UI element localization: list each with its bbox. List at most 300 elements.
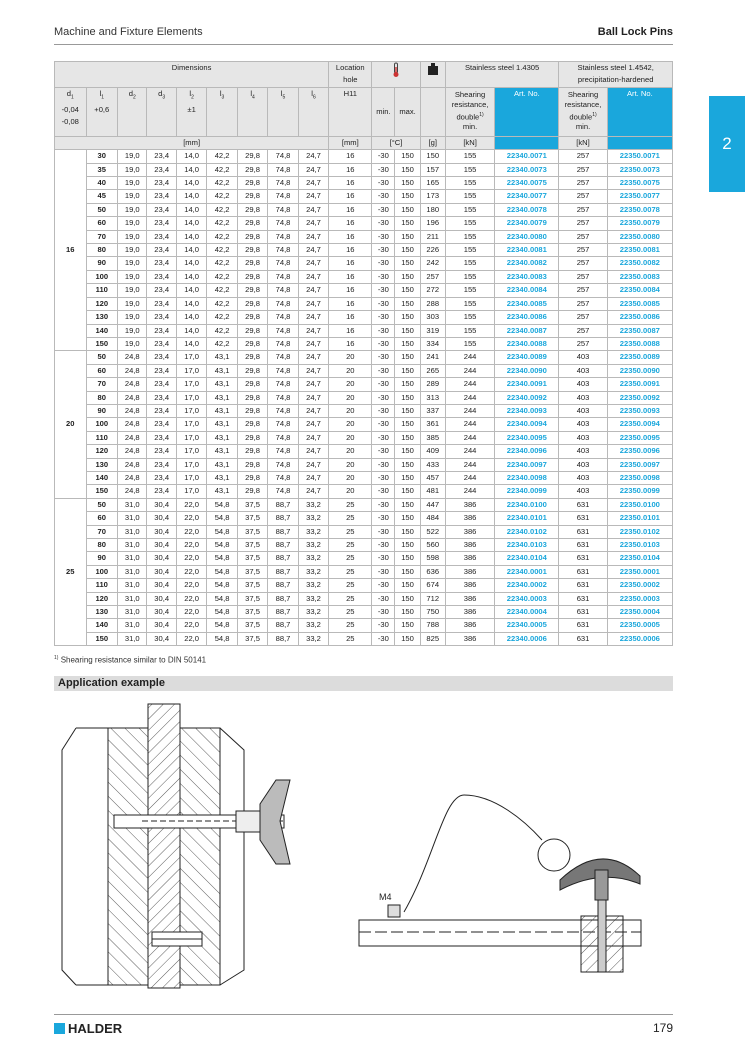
section-title: Machine and Fixture Elements <box>54 26 203 38</box>
table-cell: 88,7 <box>268 552 298 565</box>
ss1-artno-cell[interactable]: 22340.0093 <box>495 404 559 417</box>
table-cell: 257 <box>559 203 607 216</box>
ss2-artno-cell[interactable]: 22350.0083 <box>607 270 672 283</box>
ss1-artno-cell[interactable]: 22340.0098 <box>495 471 559 484</box>
ss2-artno-cell[interactable]: 22350.0073 <box>607 163 672 176</box>
table-cell: 29,8 <box>237 203 267 216</box>
table-cell: -30 <box>372 606 395 619</box>
ss2-artno-cell[interactable]: 22350.0079 <box>607 217 672 230</box>
chapter-tab[interactable]: 2 <box>709 96 745 192</box>
ss2-artno-cell[interactable]: 22350.0089 <box>607 351 672 364</box>
table-cell: 23,4 <box>147 324 176 337</box>
table-cell: 22,0 <box>176 539 206 552</box>
col-d1: $d_1$ -0,04 -0,08 <box>55 87 87 136</box>
table-cell: 16 <box>329 311 372 324</box>
table-cell: 361 <box>420 418 445 431</box>
table-cell: 150 <box>395 579 420 592</box>
l1-cell: 90 <box>86 404 118 417</box>
table-cell: 33,2 <box>298 512 329 525</box>
ss2-artno-cell[interactable]: 22350.0075 <box>607 177 672 190</box>
table-cell: 788 <box>420 619 445 632</box>
table-cell: 16 <box>329 177 372 190</box>
ss2-artno-cell[interactable]: 22350.0093 <box>607 404 672 417</box>
ss1-artno-cell[interactable]: 22340.0091 <box>495 378 559 391</box>
ss1-artno-cell[interactable]: 22340.0088 <box>495 337 559 350</box>
table-cell: 23,4 <box>147 445 176 458</box>
table-cell: 23,4 <box>147 458 176 471</box>
table-cell: 257 <box>559 163 607 176</box>
specification-table <box>54 61 673 646</box>
table-cell: -30 <box>372 284 395 297</box>
table-cell: 29,8 <box>237 150 267 163</box>
table-row <box>55 606 673 619</box>
unit-kn-ss1: [kN] <box>445 136 494 149</box>
table-cell: 196 <box>420 217 445 230</box>
ss1-artno-cell[interactable]: 22340.0004 <box>495 606 559 619</box>
table-cell: 74,8 <box>268 471 298 484</box>
table-cell: 257 <box>559 284 607 297</box>
table-cell: 22,0 <box>176 512 206 525</box>
table-cell: 74,8 <box>268 150 298 163</box>
table-cell: 23,4 <box>147 431 176 444</box>
col-l4: $l_4$ <box>237 87 267 136</box>
ss2-artno-cell[interactable]: 22350.0097 <box>607 458 672 471</box>
table-cell: 30,4 <box>147 632 176 645</box>
table-cell: 16 <box>329 297 372 310</box>
table-row <box>55 592 673 605</box>
ss1-artno-cell[interactable]: 22340.0102 <box>495 525 559 538</box>
ss1-artno-cell[interactable]: 22340.0005 <box>495 619 559 632</box>
table-row <box>55 337 673 350</box>
ss1-artno-cell[interactable]: 22340.0003 <box>495 592 559 605</box>
table-cell: 403 <box>559 351 607 364</box>
table-cell: 17,0 <box>176 351 206 364</box>
ss2-artno-cell[interactable]: 22350.0087 <box>607 324 672 337</box>
ss1-artno-cell[interactable]: 22340.0083 <box>495 270 559 283</box>
table-cell: 24,8 <box>118 351 147 364</box>
page-number: 179 <box>652 1021 673 1035</box>
table-cell: 386 <box>445 606 494 619</box>
ss2-artno-cell[interactable]: 22350.0092 <box>607 391 672 404</box>
table-cell: 24,7 <box>298 270 329 283</box>
table-cell: 155 <box>445 257 494 270</box>
table-row <box>55 378 673 391</box>
d1-group-cell: 16 <box>55 150 87 351</box>
table-cell: 150 <box>395 150 420 163</box>
table-cell: 165 <box>420 177 445 190</box>
col-l2: $l_2$ ±1 <box>176 87 206 136</box>
ss2-artno-cell[interactable]: 22350.0094 <box>607 418 672 431</box>
table-cell: 42,2 <box>207 150 237 163</box>
ss2-artno-cell[interactable]: 22350.0095 <box>607 431 672 444</box>
l1-cell: 90 <box>86 257 118 270</box>
table-row <box>55 525 673 538</box>
table-cell: 42,2 <box>207 311 237 324</box>
table-cell: 24,8 <box>118 445 147 458</box>
table-cell: 29,8 <box>237 391 267 404</box>
m4-label: M4 <box>379 892 392 902</box>
table-cell: -30 <box>372 391 395 404</box>
table-cell: 17,0 <box>176 471 206 484</box>
table-cell: 33,2 <box>298 539 329 552</box>
ss2-artno-cell[interactable]: 22350.0001 <box>607 565 672 578</box>
table-cell: 24,8 <box>118 485 147 498</box>
ss2-artno-cell[interactable]: 22350.0078 <box>607 203 672 216</box>
ss1-artno-cell[interactable]: 22340.0071 <box>495 150 559 163</box>
table-cell: 560 <box>420 539 445 552</box>
table-cell: 334 <box>420 337 445 350</box>
ss1-artno-cell[interactable]: 22340.0104 <box>495 552 559 565</box>
table-cell: 19,0 <box>118 177 147 190</box>
table-cell: 257 <box>559 324 607 337</box>
table-row <box>55 163 673 176</box>
table-cell: 31,0 <box>118 619 147 632</box>
ss1-artno-cell[interactable]: 22340.0075 <box>495 177 559 190</box>
table-cell: 25 <box>329 579 372 592</box>
table-cell: 23,4 <box>147 244 176 257</box>
ss1-artno-cell[interactable]: 22340.0103 <box>495 539 559 552</box>
ss2-artno-cell[interactable]: 22350.0098 <box>607 471 672 484</box>
table-cell: 29,8 <box>237 284 267 297</box>
table-cell: 74,8 <box>268 257 298 270</box>
table-cell: 37,5 <box>237 498 267 511</box>
table-cell: 33,2 <box>298 579 329 592</box>
l1-cell: 130 <box>86 606 118 619</box>
ss1-artno-cell[interactable]: 22340.0092 <box>495 391 559 404</box>
table-cell: 150 <box>420 150 445 163</box>
ss2-artno-cell[interactable]: 22350.0100 <box>607 498 672 511</box>
table-cell: 24,7 <box>298 324 329 337</box>
col-ss1-artno: Art. No. <box>495 87 559 136</box>
table-cell: 19,0 <box>118 311 147 324</box>
ss1-artno-cell[interactable]: 22340.0001 <box>495 565 559 578</box>
application-drawing <box>54 700 673 1000</box>
table-cell: 19,0 <box>118 257 147 270</box>
ss1-artno-cell[interactable]: 22340.0079 <box>495 217 559 230</box>
table-cell: -30 <box>372 351 395 364</box>
table-cell: 150 <box>395 391 420 404</box>
table-cell: 23,4 <box>147 297 176 310</box>
table-cell: 31,0 <box>118 552 147 565</box>
table-cell: 33,2 <box>298 552 329 565</box>
table-cell: 22,0 <box>176 632 206 645</box>
table-cell: 150 <box>395 552 420 565</box>
table-cell: 54,8 <box>207 525 237 538</box>
table-cell: 54,8 <box>207 565 237 578</box>
table-cell: 25 <box>329 552 372 565</box>
left-assembly-drawing <box>62 704 290 988</box>
ss2-artno-cell[interactable]: 22350.0096 <box>607 445 672 458</box>
table-cell: 19,0 <box>118 203 147 216</box>
table-cell: 74,8 <box>268 431 298 444</box>
ss2-artno-cell[interactable]: 22350.0002 <box>607 579 672 592</box>
table-cell: 16 <box>329 244 372 257</box>
table-cell: 29,8 <box>237 351 267 364</box>
table-cell: 54,8 <box>207 632 237 645</box>
table-cell: 16 <box>329 324 372 337</box>
table-cell: 17,0 <box>176 418 206 431</box>
table-cell: 244 <box>445 445 494 458</box>
table-cell: 30,4 <box>147 592 176 605</box>
table-cell: 74,8 <box>268 297 298 310</box>
table-cell: 319 <box>420 324 445 337</box>
table-cell: 150 <box>395 217 420 230</box>
col-weight <box>420 87 445 136</box>
ss1-artno-cell[interactable]: 22340.0087 <box>495 324 559 337</box>
table-cell: 14,0 <box>176 337 206 350</box>
table-cell: 313 <box>420 391 445 404</box>
table-cell: -30 <box>372 378 395 391</box>
table-cell: 30,4 <box>147 565 176 578</box>
table-cell: 16 <box>329 163 372 176</box>
ss1-artno-cell[interactable]: 22340.0096 <box>495 445 559 458</box>
table-cell: 19,0 <box>118 217 147 230</box>
table-cell: 37,5 <box>237 552 267 565</box>
table-cell: 31,0 <box>118 539 147 552</box>
ss2-artno-cell[interactable]: 22350.0005 <box>607 619 672 632</box>
table-cell: 29,8 <box>237 297 267 310</box>
ss2-artno-cell[interactable]: 22350.0006 <box>607 632 672 645</box>
table-cell: 31,0 <box>118 606 147 619</box>
table-cell: 54,8 <box>207 512 237 525</box>
ss2-artno-cell[interactable]: 22350.0104 <box>607 552 672 565</box>
table-cell: 289 <box>420 378 445 391</box>
table-cell: 42,2 <box>207 257 237 270</box>
ss2-artno-cell[interactable]: 22350.0090 <box>607 364 672 377</box>
table-cell: 24,8 <box>118 364 147 377</box>
table-cell: 24,7 <box>298 378 329 391</box>
table-cell: 19,0 <box>118 284 147 297</box>
table-row <box>55 498 673 511</box>
table-cell: 257 <box>559 337 607 350</box>
table-cell: 150 <box>395 324 420 337</box>
ss2-artno-cell[interactable]: 22350.0101 <box>607 512 672 525</box>
table-cell: 29,8 <box>237 163 267 176</box>
ss1-artno-cell[interactable]: 22340.0085 <box>495 297 559 310</box>
table-row <box>55 230 673 243</box>
table-cell: 155 <box>445 324 494 337</box>
table-cell: 20 <box>329 364 372 377</box>
table-cell: 30,4 <box>147 606 176 619</box>
table-cell: 155 <box>445 190 494 203</box>
table-cell: 24,8 <box>118 418 147 431</box>
ss1-artno-cell[interactable]: 22340.0081 <box>495 244 559 257</box>
table-cell: 37,5 <box>237 619 267 632</box>
ss2-artno-cell[interactable]: 22350.0102 <box>607 525 672 538</box>
table-cell: 20 <box>329 351 372 364</box>
ss1-artno-cell[interactable]: 22340.0080 <box>495 230 559 243</box>
table-cell: 24,7 <box>298 458 329 471</box>
ss1-artno-cell[interactable]: 22340.0073 <box>495 163 559 176</box>
ss1-artno-cell[interactable]: 22340.0002 <box>495 579 559 592</box>
table-cell: 386 <box>445 565 494 578</box>
table-cell: 24,7 <box>298 150 329 163</box>
ss1-artno-cell[interactable]: 22340.0100 <box>495 498 559 511</box>
ss2-artno-cell[interactable]: 22350.0077 <box>607 190 672 203</box>
table-cell: 155 <box>445 230 494 243</box>
ss2-artno-cell[interactable]: 22350.0084 <box>607 284 672 297</box>
ss1-artno-cell[interactable]: 22340.0101 <box>495 512 559 525</box>
table-cell: 14,0 <box>176 257 206 270</box>
table-cell: 23,4 <box>147 190 176 203</box>
table-cell: -30 <box>372 458 395 471</box>
table-row <box>55 418 673 431</box>
ss1-artno-cell[interactable]: 22340.0077 <box>495 190 559 203</box>
table-cell: 636 <box>420 565 445 578</box>
brand-logo: HALDER <box>54 1021 122 1036</box>
table-cell: 150 <box>395 458 420 471</box>
table-cell: 30,4 <box>147 512 176 525</box>
location-heading: Location hole <box>329 62 372 88</box>
ss2-artno-cell[interactable]: 22350.0071 <box>607 150 672 163</box>
l1-cell: 110 <box>86 579 118 592</box>
ss1-artno-cell[interactable]: 22340.0095 <box>495 431 559 444</box>
col-ss1-shear: Shearing resistance, double$^{1)}$ min. <box>445 87 494 136</box>
table-cell: 37,5 <box>237 525 267 538</box>
table-cell: 20 <box>329 445 372 458</box>
ss1-artno-cell[interactable]: 22340.0082 <box>495 257 559 270</box>
table-cell: 24,7 <box>298 217 329 230</box>
table-cell: 386 <box>445 539 494 552</box>
unit-gram: [g] <box>420 136 445 149</box>
table-cell: 750 <box>420 606 445 619</box>
table-cell: 23,4 <box>147 485 176 498</box>
table-row <box>55 351 673 364</box>
ss2-artno-cell[interactable]: 22350.0004 <box>607 606 672 619</box>
table-cell: 17,0 <box>176 404 206 417</box>
table-cell: 24,7 <box>298 230 329 243</box>
ss2-artno-cell[interactable]: 22350.0103 <box>607 539 672 552</box>
l1-cell: 140 <box>86 471 118 484</box>
ss2-artno-cell[interactable]: 22350.0082 <box>607 257 672 270</box>
table-row <box>55 324 673 337</box>
table-cell: 29,8 <box>237 364 267 377</box>
table-cell: 244 <box>445 471 494 484</box>
table-cell: 43,1 <box>207 351 237 364</box>
table-cell: 16 <box>329 217 372 230</box>
ss1-artno-cell[interactable]: 22340.0090 <box>495 364 559 377</box>
table-cell: 29,8 <box>237 190 267 203</box>
table-cell: 88,7 <box>268 632 298 645</box>
table-cell: 24,7 <box>298 297 329 310</box>
table-cell: 29,8 <box>237 230 267 243</box>
table-cell: 23,4 <box>147 404 176 417</box>
ss2-artno-cell[interactable]: 22350.0086 <box>607 311 672 324</box>
l1-cell: 100 <box>86 270 118 283</box>
table-cell: -30 <box>372 297 395 310</box>
ss2-artno-cell[interactable]: 22350.0081 <box>607 244 672 257</box>
table-cell: 14,0 <box>176 203 206 216</box>
table-cell: 23,4 <box>147 311 176 324</box>
col-l6: $l_6$ <box>298 87 329 136</box>
ss2-artno-cell[interactable]: 22350.0099 <box>607 485 672 498</box>
table-cell: 24,7 <box>298 391 329 404</box>
ss1-artno-cell[interactable]: 22340.0006 <box>495 632 559 645</box>
table-cell: 43,1 <box>207 471 237 484</box>
l1-cell: 60 <box>86 217 118 230</box>
ss1-artno-cell[interactable]: 22340.0099 <box>495 485 559 498</box>
table-cell: 30,4 <box>147 552 176 565</box>
table-cell: -30 <box>372 404 395 417</box>
table-cell: 23,4 <box>147 378 176 391</box>
table-cell: 14,0 <box>176 311 206 324</box>
ss2-artno-cell[interactable]: 22350.0088 <box>607 337 672 350</box>
table-cell: 42,2 <box>207 244 237 257</box>
table-cell: 17,0 <box>176 485 206 498</box>
table-cell: 16 <box>329 203 372 216</box>
table-cell: 24,7 <box>298 284 329 297</box>
table-row <box>55 485 673 498</box>
unit-celsius: [°C] <box>372 136 420 149</box>
footer-divider <box>54 1014 673 1015</box>
table-cell: 403 <box>559 445 607 458</box>
table-cell: 150 <box>395 364 420 377</box>
table-cell: 631 <box>559 512 607 525</box>
table-cell: 598 <box>420 552 445 565</box>
ss1-artno-cell[interactable]: 22340.0097 <box>495 458 559 471</box>
table-cell: 244 <box>445 485 494 498</box>
table-cell: 631 <box>559 525 607 538</box>
unit-mm: [mm] <box>55 136 329 149</box>
ss1-artno-cell[interactable]: 22340.0078 <box>495 203 559 216</box>
table-cell: 150 <box>395 297 420 310</box>
table-row <box>55 471 673 484</box>
ss1-artno-cell[interactable]: 22340.0094 <box>495 418 559 431</box>
table-cell: 257 <box>559 230 607 243</box>
ss2-artno-cell[interactable]: 22350.0003 <box>607 592 672 605</box>
table-cell: 385 <box>420 431 445 444</box>
table-cell: 712 <box>420 592 445 605</box>
table-row <box>55 257 673 270</box>
table-cell: 257 <box>559 150 607 163</box>
ss1-artno-cell[interactable]: 22340.0089 <box>495 351 559 364</box>
table-cell: 16 <box>329 284 372 297</box>
l1-cell: 140 <box>86 619 118 632</box>
table-cell: 19,0 <box>118 230 147 243</box>
table-cell: 25 <box>329 632 372 645</box>
col-ss2-shear: Shearing resistance, double$^{1)}$ min. <box>559 87 607 136</box>
ss2-artno-cell[interactable]: 22350.0085 <box>607 297 672 310</box>
table-cell: 29,8 <box>237 337 267 350</box>
ss1-artno-cell[interactable]: 22340.0084 <box>495 284 559 297</box>
l1-cell: 40 <box>86 177 118 190</box>
ss2-artno-cell[interactable]: 22350.0091 <box>607 378 672 391</box>
table-cell: 74,8 <box>268 324 298 337</box>
table-cell: 29,8 <box>237 257 267 270</box>
table-cell: -30 <box>372 270 395 283</box>
ss1-artno-cell[interactable]: 22340.0086 <box>495 311 559 324</box>
table-cell: 19,0 <box>118 150 147 163</box>
table-cell: 19,0 <box>118 324 147 337</box>
ss2-artno-cell[interactable]: 22350.0080 <box>607 230 672 243</box>
table-cell: -30 <box>372 579 395 592</box>
table-cell: 30,4 <box>147 619 176 632</box>
table-cell: 150 <box>395 512 420 525</box>
table-cell: 24,8 <box>118 378 147 391</box>
table-cell: 14,0 <box>176 177 206 190</box>
table-cell: 150 <box>395 606 420 619</box>
table-cell: 74,8 <box>268 311 298 324</box>
table-cell: 29,8 <box>237 445 267 458</box>
table-cell: 244 <box>445 351 494 364</box>
table-cell: 244 <box>445 418 494 431</box>
table-cell: 17,0 <box>176 445 206 458</box>
l1-cell: 120 <box>86 297 118 310</box>
table-cell: 386 <box>445 552 494 565</box>
table-cell: 14,0 <box>176 150 206 163</box>
table-cell: -30 <box>372 311 395 324</box>
table-cell: 481 <box>420 485 445 498</box>
